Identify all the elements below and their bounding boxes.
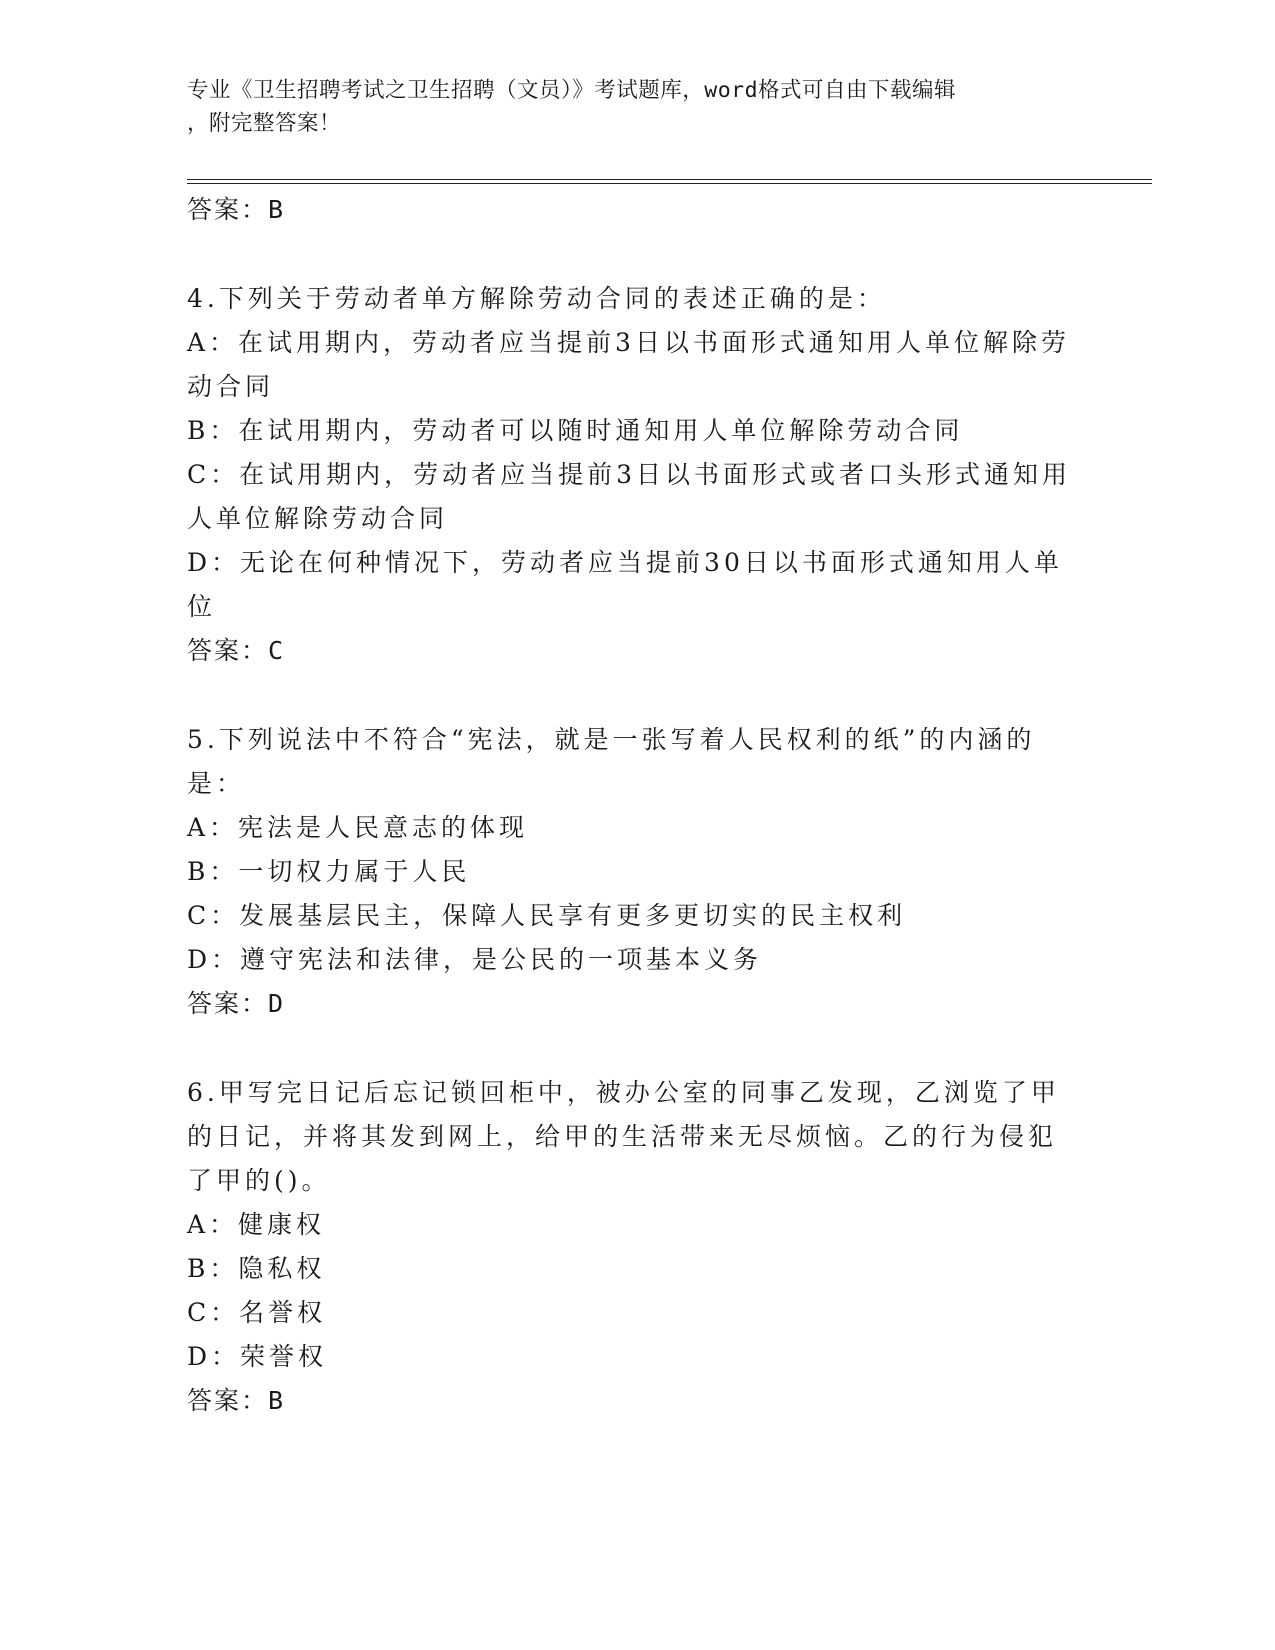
q4-answer: 答案：C	[187, 636, 286, 665]
q6-stem-cont-1: 的日记，并将其发到网上，给甲的生活带来无尽烦恼。乙的行为侵犯	[187, 1122, 1058, 1151]
q4-option-d-cont: 位	[187, 592, 217, 621]
previous-answer: 答案：B	[187, 195, 286, 224]
q4-option-d: D：无论在何种情况下，劳动者应当提前30日以书面形式通知用人单	[187, 548, 1063, 577]
q5-answer: 答案：D	[187, 989, 286, 1018]
q4-option-c: C：在试用期内，劳动者应当提前3日以书面形式或者口头形式通知用	[187, 460, 1072, 489]
q5-option-a: A：宪法是人民意志的体现	[187, 813, 529, 842]
q4-stem: 4.下列关于劳动者单方解除劳动合同的表述正确的是：	[187, 284, 886, 313]
q4-option-a: A：在试用期内，劳动者应当提前3日以书面形式通知用人单位解除劳	[187, 328, 1070, 357]
q6-option-d: D：荣誉权	[187, 1342, 328, 1371]
q5-option-d: D：遵守宪法和法律，是公民的一项基本义务	[187, 945, 763, 974]
header-line-2: ，附完整答案！	[187, 111, 342, 136]
q5-option-c: C：发展基层民主，保障人民享有更多更切实的民主权利	[187, 901, 907, 930]
q6-option-b: B：隐私权	[187, 1254, 326, 1283]
q5-stem-cont: 是：	[187, 769, 246, 798]
document-header	[187, 74, 1067, 140]
header-rule-bottom	[187, 183, 1152, 184]
header-line-1: 专业《卫生招聘考试之卫生招聘（文员）》考试题库，word格式可自由下载编辑	[187, 78, 957, 103]
header-rule-top	[187, 179, 1152, 180]
q4-option-b: B：在试用期内，劳动者可以随时通知用人单位解除劳动合同	[187, 416, 964, 445]
q5-stem: 5.下列说法中不符合“宪法，就是一张写着人民权利的纸”的内涵的	[187, 725, 1036, 754]
q6-stem: 6.甲写完日记后忘记锁回柜中，被办公室的同事乙发现，乙浏览了甲	[187, 1078, 1060, 1107]
q6-option-c: C：名誉权	[187, 1298, 327, 1327]
q4-option-c-cont: 人单位解除劳动合同	[187, 504, 449, 533]
q6-answer: 答案：B	[187, 1386, 286, 1415]
q6-stem-cont-2: 了甲的()。	[187, 1166, 331, 1195]
q4-option-a-cont: 动合同	[187, 372, 275, 401]
q6-option-a: A：健康权	[187, 1210, 326, 1239]
q5-option-b: B：一切权力属于人民	[187, 857, 471, 886]
